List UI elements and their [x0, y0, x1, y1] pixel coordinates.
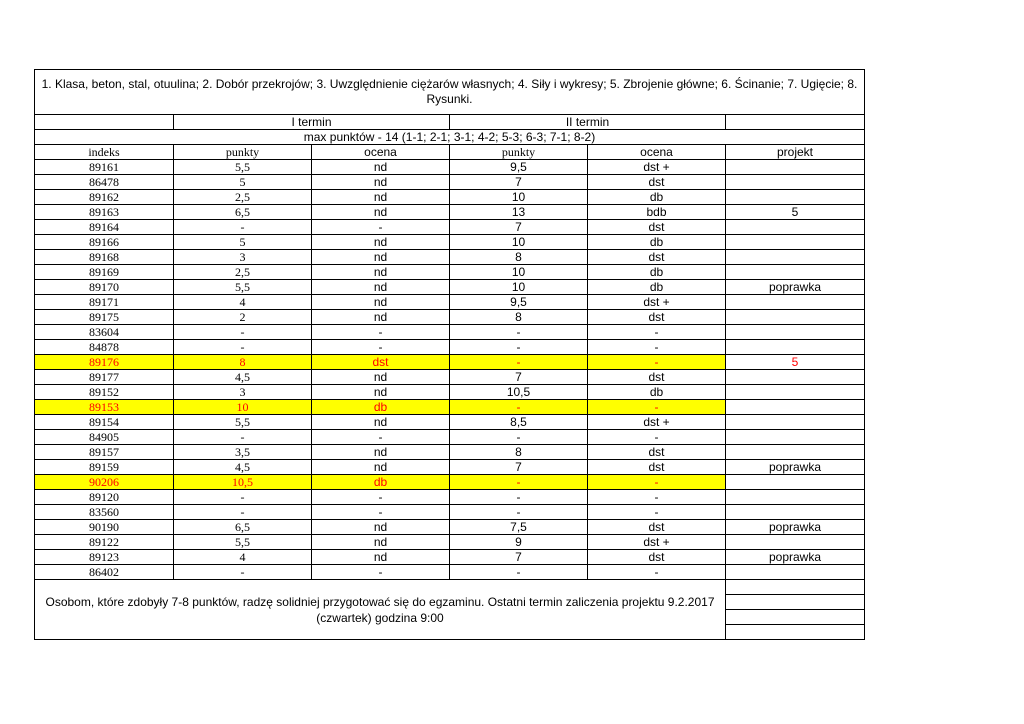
cell-points1: 4: [174, 295, 312, 310]
cell-index: 89161: [35, 160, 174, 175]
cell-grade1: nd: [312, 535, 450, 550]
grades-table: [34, 69, 865, 640]
cell-project: [726, 310, 865, 325]
cell-points2: -: [450, 340, 588, 355]
cell-index: 90190: [35, 520, 174, 535]
cell-grade2: -: [588, 490, 726, 505]
cell-grade1: nd: [312, 520, 450, 535]
cell-points1: 5: [174, 175, 312, 190]
cell-points2: 7: [450, 175, 588, 190]
table-row: [35, 475, 865, 490]
note-side-cell: [726, 580, 865, 595]
cell-points1: 5,5: [174, 160, 312, 175]
cell-project: poprawka: [726, 520, 865, 535]
cell-grade2: db: [588, 235, 726, 250]
cell-grade2: db: [588, 190, 726, 205]
cell-index: 89152: [35, 385, 174, 400]
cell-points2: -: [450, 325, 588, 340]
cell-points1: 2,5: [174, 190, 312, 205]
cell-index: 89168: [35, 250, 174, 265]
cell-project: [726, 250, 865, 265]
cell-points1: 5,5: [174, 280, 312, 295]
cell-project: poprawka: [726, 550, 865, 565]
column-header-grade1: ocena: [312, 145, 450, 160]
term-row: [35, 115, 865, 130]
table-row: [35, 190, 865, 205]
cell-points2: 8: [450, 250, 588, 265]
cell-grade1: -: [312, 565, 450, 580]
topics-row: [35, 70, 865, 115]
cell-points2: -: [450, 490, 588, 505]
cell-index: 89157: [35, 445, 174, 460]
cell-index: 89170: [35, 280, 174, 295]
cell-index: 83604: [35, 325, 174, 340]
cell-points1: -: [174, 565, 312, 580]
cell-points2: -: [450, 505, 588, 520]
cell-points1: -: [174, 325, 312, 340]
table-row: [35, 385, 865, 400]
table-row: [35, 250, 865, 265]
cell-points2: 7: [450, 220, 588, 235]
cell-points1: 5,5: [174, 415, 312, 430]
cell-points2: 8: [450, 310, 588, 325]
cell-grade1: -: [312, 430, 450, 445]
cell-project: [726, 325, 865, 340]
cell-grade1: nd: [312, 310, 450, 325]
cell-grade2: -: [588, 340, 726, 355]
table-row: [35, 520, 865, 535]
cell-grade1: nd: [312, 175, 450, 190]
cell-index: 89166: [35, 235, 174, 250]
cell-points1: 2,5: [174, 265, 312, 280]
cell-grade1: dst: [312, 355, 450, 370]
cell-project: [726, 370, 865, 385]
cell-project: [726, 565, 865, 580]
cell-grade2: dst: [588, 445, 726, 460]
table-row: [35, 550, 865, 565]
cell-grade2: dst: [588, 370, 726, 385]
cell-points1: 3,5: [174, 445, 312, 460]
term1-label: I termin: [174, 115, 450, 130]
cell-grade1: nd: [312, 265, 450, 280]
table-row: [35, 235, 865, 250]
cell-grade2: dst +: [588, 415, 726, 430]
cell-grade2: bdb: [588, 205, 726, 220]
cell-project: [726, 385, 865, 400]
table-row: [35, 505, 865, 520]
cell-project: [726, 490, 865, 505]
cell-points1: 6,5: [174, 205, 312, 220]
cell-points1: 4,5: [174, 460, 312, 475]
cell-points2: 7: [450, 460, 588, 475]
cell-index: 89120: [35, 490, 174, 505]
table-row: [35, 460, 865, 475]
cell-grade2: db: [588, 385, 726, 400]
note-side-cell: [726, 595, 865, 610]
cell-points2: 7: [450, 370, 588, 385]
table-row: [35, 295, 865, 310]
cell-grade1: nd: [312, 190, 450, 205]
cell-points2: 9,5: [450, 160, 588, 175]
cell-points1: -: [174, 430, 312, 445]
cell-project: [726, 430, 865, 445]
cell-points2: 8,5: [450, 415, 588, 430]
cell-points2: -: [450, 430, 588, 445]
cell-project: [726, 235, 865, 250]
cell-grade1: db: [312, 400, 450, 415]
cell-grade2: -: [588, 565, 726, 580]
cell-grade1: nd: [312, 445, 450, 460]
cell-grade2: -: [588, 400, 726, 415]
table-row: [35, 415, 865, 430]
table-row: [35, 565, 865, 580]
cell-grade2: db: [588, 265, 726, 280]
table-row: [35, 490, 865, 505]
cell-grade1: nd: [312, 385, 450, 400]
cell-grade2: dst: [588, 250, 726, 265]
table-row: [35, 160, 865, 175]
cell-project: poprawka: [726, 280, 865, 295]
cell-grade1: nd: [312, 280, 450, 295]
cell-grade2: -: [588, 355, 726, 370]
cell-grade2: dst +: [588, 535, 726, 550]
cell-grade2: -: [588, 475, 726, 490]
cell-points1: -: [174, 490, 312, 505]
cell-index: 86478: [35, 175, 174, 190]
table-row: [35, 340, 865, 355]
cell-index: 89122: [35, 535, 174, 550]
cell-points2: 9,5: [450, 295, 588, 310]
cell-index: 86402: [35, 565, 174, 580]
cell-points2: 9: [450, 535, 588, 550]
cell-grade2: dst: [588, 460, 726, 475]
term-blank-cell: [35, 115, 174, 130]
cell-grade1: nd: [312, 160, 450, 175]
cell-points1: 6,5: [174, 520, 312, 535]
cell-grade1: nd: [312, 250, 450, 265]
cell-index: 84878: [35, 340, 174, 355]
column-header-index: indeks: [35, 145, 174, 160]
cell-grade2: dst: [588, 175, 726, 190]
table-row: [35, 400, 865, 415]
max-points-label: max punktów - 14 (1-1; 2-1; 3-1; 4-2; 5-3; 6-3; 7-1; 8-2): [35, 130, 865, 145]
note-text: Osobom, które zdobyły 7-8 punktów, radzę solidniej przygotować się do egzaminu. Ostatni termin zaliczenia projektu 9.2.2017 (czwartek) godzina 9:00: [35, 580, 726, 640]
cell-grade2: dst +: [588, 160, 726, 175]
cell-points1: 5,5: [174, 535, 312, 550]
table-row: [35, 220, 865, 235]
cell-project: [726, 505, 865, 520]
cell-points2: 10: [450, 190, 588, 205]
cell-index: 89163: [35, 205, 174, 220]
cell-grade1: nd: [312, 205, 450, 220]
cell-project: [726, 535, 865, 550]
cell-index: 89123: [35, 550, 174, 565]
term2-label: II termin: [450, 115, 726, 130]
cell-grade1: -: [312, 325, 450, 340]
table-row: [35, 355, 865, 370]
table-row: [35, 310, 865, 325]
cell-points2: 8: [450, 445, 588, 460]
topics-text: 1. Klasa, beton, stal, otuulina; 2. Dobór przekrojów; 3. Uwzględnienie ciężarów własnych; 4. Siły i wykresy; 5. Zbrojenie główne; 6. Ścinanie; 7. Ugięcie; 8. Rysunki.: [35, 70, 865, 115]
column-header-grade2: ocena: [588, 145, 726, 160]
cell-grade2: -: [588, 430, 726, 445]
cell-grade1: nd: [312, 550, 450, 565]
cell-index: 89171: [35, 295, 174, 310]
cell-points1: -: [174, 220, 312, 235]
cell-grade1: nd: [312, 415, 450, 430]
cell-project: [726, 160, 865, 175]
cell-points1: 3: [174, 250, 312, 265]
cell-project: [726, 190, 865, 205]
cell-index: 89153: [35, 400, 174, 415]
cell-project: [726, 400, 865, 415]
column-header-project: projekt: [726, 145, 865, 160]
cell-grade1: -: [312, 505, 450, 520]
cell-points2: 10: [450, 280, 588, 295]
cell-grade1: nd: [312, 235, 450, 250]
cell-project: [726, 175, 865, 190]
cell-points2: 10,5: [450, 385, 588, 400]
max-points-row: [35, 130, 865, 145]
cell-index: 89175: [35, 310, 174, 325]
cell-grade2: dst: [588, 220, 726, 235]
cell-points1: -: [174, 505, 312, 520]
term-blank-cell: [726, 115, 865, 130]
cell-points2: -: [450, 565, 588, 580]
cell-project: [726, 415, 865, 430]
table-row: [35, 175, 865, 190]
cell-project: [726, 340, 865, 355]
cell-grade1: -: [312, 490, 450, 505]
cell-grade1: db: [312, 475, 450, 490]
cell-grade2: dst +: [588, 295, 726, 310]
cell-index: 89162: [35, 190, 174, 205]
column-header-points2: punkty: [450, 145, 588, 160]
table-row: [35, 280, 865, 295]
cell-points2: 7,5: [450, 520, 588, 535]
cell-index: 83560: [35, 505, 174, 520]
cell-points1: 10: [174, 400, 312, 415]
cell-project: [726, 445, 865, 460]
cell-points2: -: [450, 475, 588, 490]
cell-index: 90206: [35, 475, 174, 490]
cell-grade2: -: [588, 505, 726, 520]
note-side-cell: [726, 610, 865, 625]
cell-index: 89169: [35, 265, 174, 280]
cell-index: 89159: [35, 460, 174, 475]
cell-points2: 10: [450, 235, 588, 250]
cell-grade2: dst: [588, 310, 726, 325]
cell-grade2: dst: [588, 520, 726, 535]
table-row: [35, 445, 865, 460]
cell-points1: 4,5: [174, 370, 312, 385]
cell-index: 89177: [35, 370, 174, 385]
cell-points1: 8: [174, 355, 312, 370]
column-header-row: [35, 145, 865, 160]
cell-points1: 2: [174, 310, 312, 325]
cell-grade2: -: [588, 325, 726, 340]
cell-grade1: nd: [312, 460, 450, 475]
cell-points1: 10,5: [174, 475, 312, 490]
cell-index: 89164: [35, 220, 174, 235]
cell-points2: 7: [450, 550, 588, 565]
table-row: [35, 325, 865, 340]
cell-points2: -: [450, 355, 588, 370]
cell-points2: 10: [450, 265, 588, 280]
cell-project: [726, 220, 865, 235]
table-row: [35, 430, 865, 445]
cell-project: [726, 265, 865, 280]
cell-grade2: dst: [588, 550, 726, 565]
cell-grade1: -: [312, 340, 450, 355]
cell-points1: 5: [174, 235, 312, 250]
cell-project: [726, 295, 865, 310]
cell-grade1: nd: [312, 295, 450, 310]
table-row: [35, 370, 865, 385]
cell-project: 5: [726, 205, 865, 220]
cell-points2: -: [450, 400, 588, 415]
cell-project: [726, 475, 865, 490]
cell-index: 84905: [35, 430, 174, 445]
cell-grade1: nd: [312, 370, 450, 385]
note-side-cell: [726, 625, 865, 640]
cell-points1: -: [174, 340, 312, 355]
cell-project: poprawka: [726, 460, 865, 475]
table-row: [35, 535, 865, 550]
column-header-points1: punkty: [174, 145, 312, 160]
table-row: [35, 265, 865, 280]
cell-grade1: -: [312, 220, 450, 235]
cell-index: 89154: [35, 415, 174, 430]
cell-points1: 4: [174, 550, 312, 565]
cell-points2: 13: [450, 205, 588, 220]
cell-grade2: db: [588, 280, 726, 295]
table-row: [35, 205, 865, 220]
cell-index: 89176: [35, 355, 174, 370]
cell-points1: 3: [174, 385, 312, 400]
note-row: [35, 580, 865, 595]
cell-project: 5: [726, 355, 865, 370]
